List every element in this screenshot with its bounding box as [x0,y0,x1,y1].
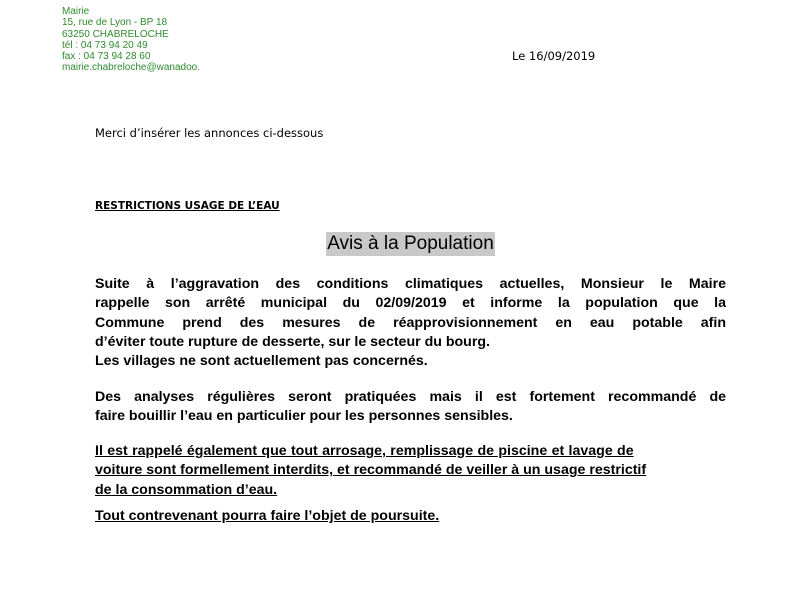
headline: Avis à la Population [327,233,494,254]
sender-address: 15, rue de Lyon - BP 18 [62,17,168,29]
sender-phone: tél : 04 73 94 20 49 [62,39,148,51]
sender-address-block [62,6,200,74]
paragraph-line: d’éviter toute rupture de desserte, sur le secteur du bourg. [95,333,490,350]
paragraph-line: Commune prend des mesures de réapprovisionnement en eau potable afin [95,314,726,331]
paragraph-line: voiture sont formellement interdits, et recommandé de veiller à un usage restrictif [95,462,647,479]
sender-name: Mairie [62,6,90,17]
paragraph-villages: Les villages ne sont actuellement pas concernés. [95,353,428,369]
paragraph-line: de la consommation d’eau. [95,481,278,498]
paragraph-line: faire bouillir l’eau en particulier pour les personnes sensibles. [95,408,513,425]
sender-fax: fax : 04 73 94 28 60 [62,51,151,63]
section-title: RESTRICTIONS USAGE DE L’EAU [95,200,280,212]
paragraph-line: Suite à l’aggravation des conditions climatiques actuelles, Monsieur le Maire [95,276,726,292]
paragraph-watering-ban [95,442,726,500]
paragraph-line: Des analyses régulières seront pratiquées mais il est fortement recommandé de [95,389,726,405]
paragraph-analyses [95,388,726,427]
intro-text: Merci d’insérer les annonces ci-dessous [95,126,324,140]
sender-email: mairie.chabreloche@wanadoo. [62,62,201,74]
paragraph-line: rappelle son arrêté municipal du 02/09/2019 et informe la population que la [95,295,726,312]
headline-container [0,232,785,256]
sender-city: 63250 CHABRELOCHE [62,28,169,40]
paragraph-line: Il est rappelé également que tout arrosage, remplissage de piscine et lavage de [95,443,634,459]
letter-date: Le 16/09/2019 [512,49,596,63]
paragraph-climate-notice [95,275,726,352]
paragraph-sanctions [95,507,726,526]
paragraph-line: Tout contrevenant pourra faire l’objet de poursuite. [95,508,440,524]
